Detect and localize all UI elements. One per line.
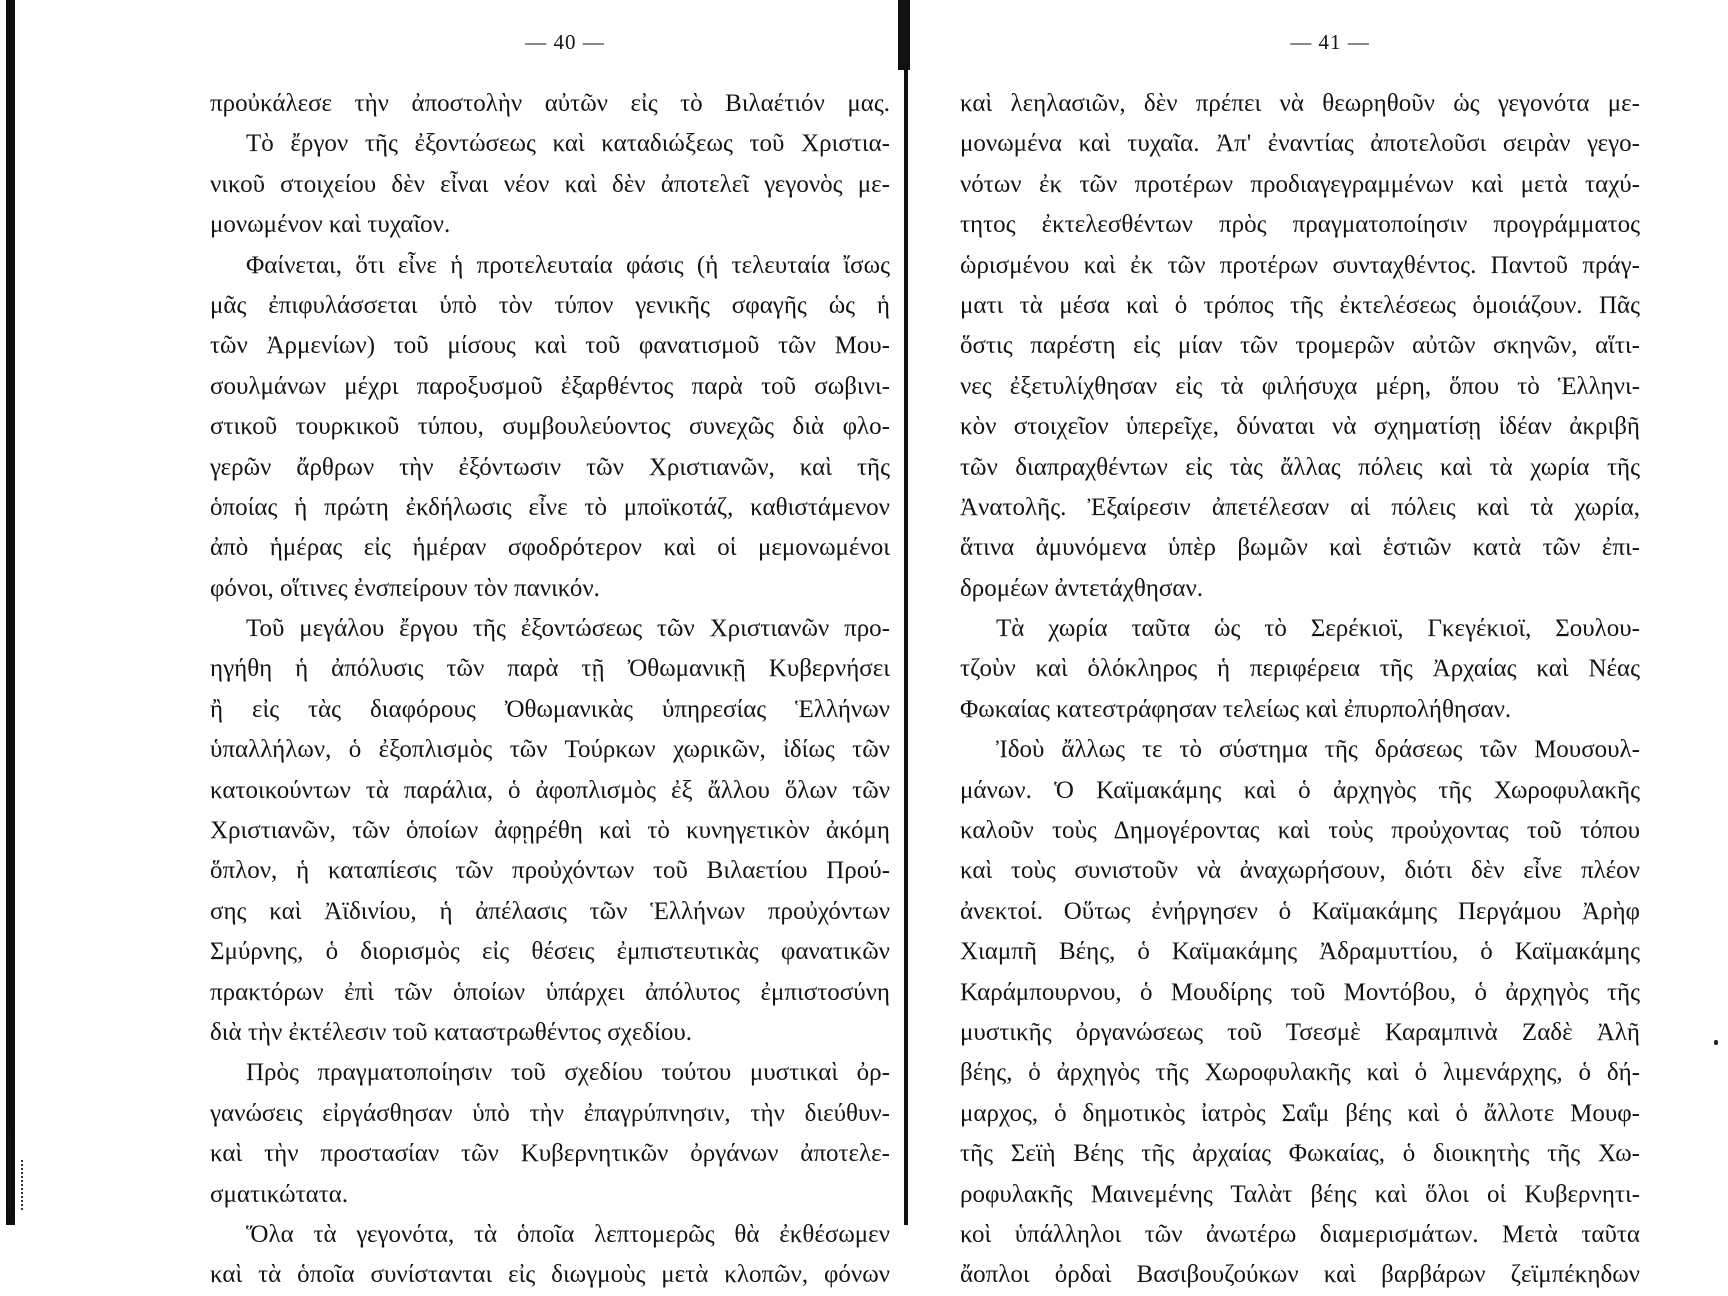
text-line: Ἀνατολῆς. Ἐξαίρεσιν ἀπετέλεσαν αἱ πόλεις καὶ τὰ χωρία, bbox=[960, 493, 1640, 521]
text-line: τῶν Ἀρμενίων) τοῦ μίσους καὶ τοῦ φανατισμοῦ τῶν Μου- bbox=[210, 332, 890, 360]
text-line: Ἰδοὺ ἄλλως τε τὸ σύστημα τῆς δράσεως τῶν Μουσουλ- bbox=[996, 736, 1640, 764]
text-line: διὰ τὴν ἐκτέλεσιν τοῦ καταστρωθέντος σχεδίου. bbox=[210, 1018, 692, 1046]
text-line: νικοῦ στοιχείου δὲν εἶναι νέον καὶ δὲν ἀποτελεῖ γεγονὸς με- bbox=[210, 170, 890, 198]
text-line: Σμύρνης, ὁ διορισμὸς εἰς θέσεις ἐμπιστευτικὰς φανατικῶν bbox=[210, 938, 890, 966]
text-line: μονωμένον καὶ τυχαῖον. bbox=[210, 211, 451, 239]
text-line: ηγήθη ἡ ἀπόλυσις τῶν παρὰ τῇ Ὀθωμανικῇ Κυβερνήσει bbox=[210, 655, 890, 683]
text-line: σης καὶ Ἀϊδινίου, ἡ ἀπέλασις τῶν Ἑλλήνων προὐχόντων bbox=[210, 897, 890, 925]
text-line: τῶν διαπραχθέντων εἰς τὰς ἄλλας πόλεις καὶ τὰ χωρία τῆς bbox=[960, 453, 1640, 481]
text-line: δρομέων ἀντετάχθησαν. bbox=[960, 574, 1204, 602]
text-line: ροφυλακῆς Μαινεμένης Ταλὰτ βέης καὶ ὅλοι οἱ Κυβερνητι- bbox=[960, 1180, 1640, 1208]
text-line: σματικώτατα. bbox=[210, 1180, 349, 1208]
text-line: μάνων. Ὁ Καϊμακάμης καὶ ὁ ἀρχηγὸς τῆς Χωροφυλακῆς bbox=[960, 776, 1640, 804]
scan-left-edge bbox=[6, 0, 15, 1225]
text-line: πρακτόρων ἐπὶ τῶν ὁποίων ὑπάρχει ἀπόλυτος ἐμπιστοσύνη bbox=[210, 978, 890, 1006]
text-line: ὅστις παρέστη εἰς μίαν τῶν τρομερῶν αὐτῶν σκηνῶν, αἵτι- bbox=[960, 332, 1640, 360]
text-line: Καράμπουρνου, ὁ Μουδίρης τοῦ Μοντόβου, ὁ ἀρχηγὸς τῆς bbox=[960, 978, 1640, 1006]
text-line: Πρὸς πραγματοποίησιν τοῦ σχεδίου τούτου μυστικαὶ ὀρ- bbox=[246, 1059, 890, 1087]
text-line: τῆς Σεϊὴ Βέης τῆς ἀρχαίας Φωκαίας, ὁ διοικητὴς τῆς Χω- bbox=[960, 1140, 1640, 1168]
text-line: ἅτινα ἀμυνόμενα ὑπὲρ βωμῶν καὶ ἑστιῶν κατὰ τῶν ἐπι- bbox=[960, 534, 1640, 562]
text-line: καὶ τοὺς συνιστοῦν νὰ ἀναχωρήσουν, διότι δὲν εἶνε πλέον bbox=[960, 857, 1640, 885]
page-number: — 41 — bbox=[1290, 30, 1370, 54]
right-page bbox=[960, 30, 1640, 1296]
text-line: Τὸ ἔργον τῆς ἐξοντώσεως καὶ καταδιώξεως τοῦ Χριστια- bbox=[246, 130, 890, 158]
text-line: μᾶς ἐπιφυλάσσεται ὑπὸ τὸν τύπον γενικῆς σφαγῆς ὡς ἡ bbox=[210, 291, 890, 319]
text-line: ἢ εἰς τὰς διαφόρους Ὀθωμανικὰς ὑπηρεσίας Ἑλλήνων bbox=[210, 695, 890, 723]
text-line: μυστικῆς ὀργανώσεως τοῦ Τσεσμὲ Καραμπινὰ Ζαδὲ Ἀλῆ bbox=[960, 1018, 1640, 1046]
book-spine bbox=[904, 0, 908, 1225]
text-line: κοὶ ὑπάλληλοι τῶν ἀνωτέρω διαμερισμάτων. Μετὰ ταῦτα bbox=[960, 1220, 1640, 1248]
text-line: κατοικούντων τὰ παράλια, ὁ ἀφοπλισμὸς ἐξ ἄλλου ὅλων τῶν bbox=[210, 776, 890, 804]
text-line: καὶ λεηλασιῶν, δὲν πρέπει νὰ θεωρηθοῦν ὡς γεγονότα με- bbox=[960, 90, 1640, 117]
text-line: βέης, ὁ ἀρχηγὸς τῆς Χωροφυλακῆς καὶ ὁ λιμενάρχης, ὁ δή- bbox=[960, 1059, 1640, 1087]
text-line: ὡρισμένου καὶ ἐκ τῶν προτέρων συνταχθέντος. Παντοῦ πράγ- bbox=[960, 251, 1640, 279]
text-line: γανώσεις εἰργάσθησαν ὑπὸ τὴν ἐπαγρύπνησιν, τὴν διεύθυν- bbox=[210, 1099, 890, 1127]
text-line: Τὰ χωρία ταῦτα ὡς τὸ Σερέκιοϊ, Γκεγέκιοϊ, Σουλου- bbox=[996, 615, 1640, 643]
page-body bbox=[210, 84, 890, 1296]
text-line: Τοῦ μεγάλου ἔργου τῆς ἐξοντώσεως τῶν Χριστιανῶν προ- bbox=[246, 615, 890, 643]
text-line: μαρχος, ὁ δημοτικὸς ἰατρὸς Σαΐμ βέης καὶ ὁ ἄλλοτε Μουφ- bbox=[960, 1099, 1640, 1127]
text-line: καλοῦν τοὺς Δημογέροντας καὶ τοὺς προὐχοντας τοῦ τόπου bbox=[960, 817, 1640, 845]
page-number: — 40 — bbox=[525, 30, 605, 54]
text-line: Χιαμπῆ Βέης, ὁ Καϊμακάμης Ἀδραμυττίου, ὁ Καϊμακάμης bbox=[960, 938, 1640, 966]
text-line: νότων ἐκ τῶν προτέρων προδιαγεγραμμένων καὶ μετὰ ταχύ- bbox=[960, 170, 1640, 198]
text-line: ὁποίας ἡ πρώτη ἐκδήλωσις εἶνε τὸ μποϊκοτάζ, καθιστάμενον bbox=[210, 493, 890, 521]
text-line: Φωκαίας κατεστράφησαν τελείως καὶ ἐπυρπολήθησαν. bbox=[960, 695, 1512, 723]
page-body bbox=[960, 84, 1640, 1296]
text-line: τζοὺν καὶ ὁλόκληρος ἡ περιφέρεια τῆς Ἀρχαίας καὶ Νέας bbox=[960, 655, 1640, 683]
scan-speck bbox=[1714, 1040, 1718, 1045]
text-line: Φαίνεται, ὅτι εἶνε ἡ προτελευταία φάσις (ἡ τελευταία ἴσως bbox=[246, 251, 890, 279]
text-line: κὸν στοιχεῖον ὑπερεῖχε, δύναται νὰ σχηματίσῃ ἰδέαν ἀκριβῆ bbox=[960, 413, 1640, 441]
text-line: στικοῦ τουρκικοῦ τύπου, συμβουλεύοντος συνεχῶς διὰ φλο- bbox=[210, 413, 890, 441]
text-line: ἄοπλοι ὀρδαὶ Βασιβουζούκων καὶ βαρβάρων ζεϊμπέκηδων bbox=[960, 1261, 1640, 1289]
text-line: Χριστιανῶν, τῶν ὁποίων ἀφῃρέθη καὶ τὸ κυνηγετικὸν ἀκόμη bbox=[210, 817, 890, 845]
text-line: μονωμένα καὶ τυχαῖα. Ἀπ' ἐναντίας ἀποτελοῦσι σειρὰν γεγο- bbox=[960, 130, 1640, 158]
left-page bbox=[210, 30, 890, 1296]
text-line: ἀπὸ ἡμέρας εἰς ἡμέραν σφοδρότερον καὶ οἱ μεμονωμένοι bbox=[210, 534, 890, 562]
scan-artifact bbox=[8, 1130, 39, 1210]
text-line: φόνοι, οἵτινες ἐνσπείρουν τὸν πανικόν. bbox=[210, 574, 600, 602]
text-line: σουλμάνων μέχρι παροξυσμοῦ ἐξαρθέντος παρὰ τοῦ σωβινι- bbox=[210, 372, 890, 400]
text-line: ὑπαλλήλων, ὁ ἐξοπλισμὸς τῶν Τούρκων χωρικῶν, ἰδίως τῶν bbox=[210, 736, 890, 764]
text-line: ἀνεκτοί. Οὕτως ἐνήργησεν ὁ Καϊμακάμης Περγάμου Ἀρὴφ bbox=[960, 897, 1640, 925]
text-line: τητος ἐκτελεσθέντων πρὸς πραγματοποίησιν προγράμματος bbox=[960, 211, 1640, 239]
text-line: καὶ τὴν προστασίαν τῶν Κυβερνητικῶν ὀργάνων ἀποτελε- bbox=[210, 1140, 890, 1168]
text-line: γερῶν ἄρθρων τὴν ἐξόντωσιν τῶν Χριστιανῶν, καὶ τῆς bbox=[210, 453, 890, 481]
text-line: καὶ τὰ ὁποῖα συνίστανται εἰς διωγμοὺς μετὰ κλοπῶν, φόνων bbox=[210, 1261, 890, 1289]
text-line: νες ἐξετυλίχθησαν εἰς τὰ φιλήσυχα μέρη, ὅπου τὸ Ἑλληνι- bbox=[960, 372, 1640, 400]
text-line: ὅπλον, ἡ καταπίεσις τῶν προὐχόντων τοῦ Βιλαετίου Πρού- bbox=[210, 857, 890, 885]
text-line: ματι τὰ μέσα καὶ ὁ τρόπος τῆς ἐκτελέσεως ὁμοιάζουν. Πᾶς bbox=[960, 291, 1640, 319]
text-line: προὐκάλεσε τὴν ἀποστολὴν αὐτῶν εἰς τὸ Βιλαέτιόν μας. bbox=[210, 90, 890, 117]
text-line: Ὅλα τὰ γεγονότα, τὰ ὁποῖα λεπτομερῶς θὰ ἐκθέσωμεν bbox=[246, 1220, 890, 1248]
